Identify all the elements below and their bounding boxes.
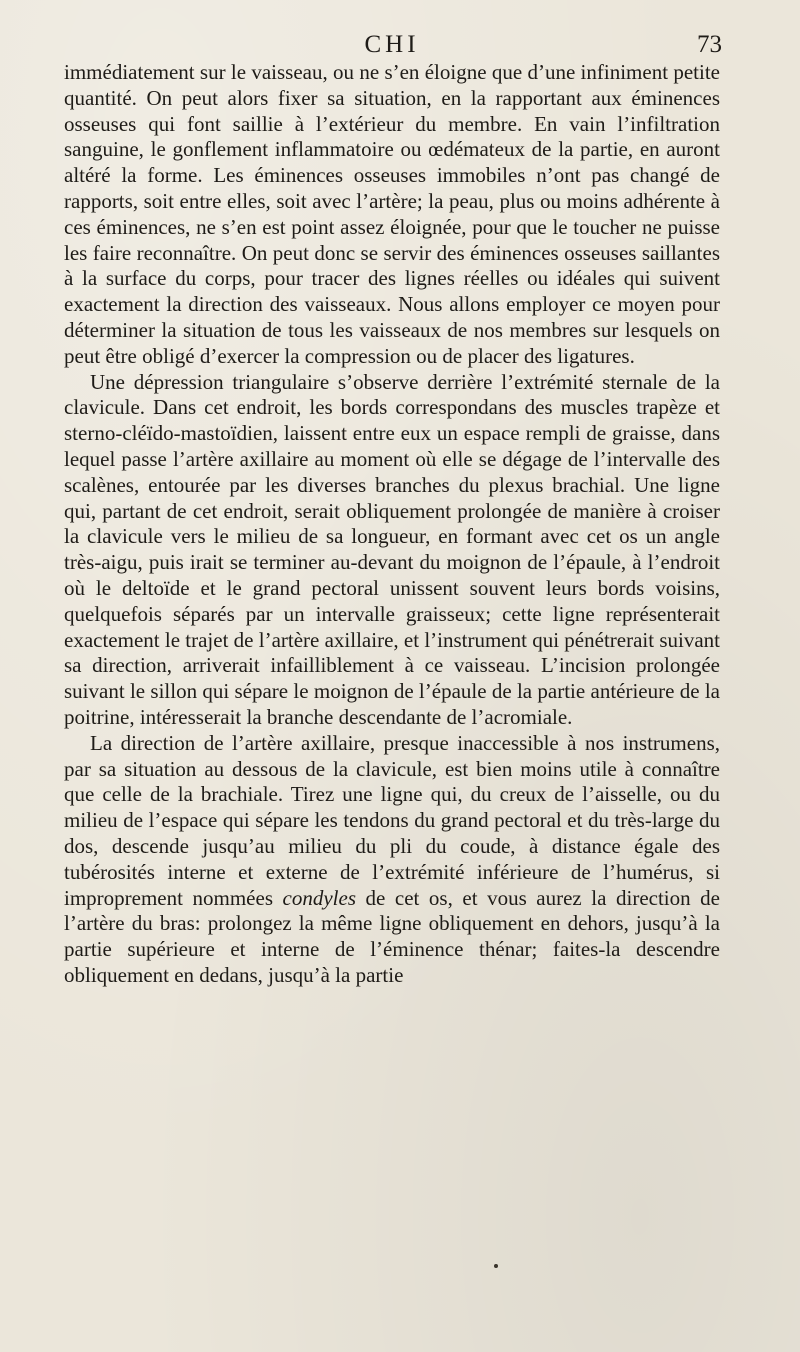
paragraph-3-text-after: de cet os, et vous aurez la direction de l’artère du bras: prolongez la même ligne obliquement en dehors, jusqu’à la partie supérieure et interne de l’éminence thénar; faites-la descendre obliquement en dedans, jusqu’à la partie [64,885,720,987]
body-text [64,60,720,989]
paragraph-3-text-before: La direction de l’artère axillaire, presque inaccessible à nos instrumens, par sa situation au dessous de la clavicule, est bien moins utile à connaître que celle de la brachiale. Tirez une ligne qui, du creux de l’aisselle, ou du milieu de l’espace qui sépare les tendons du grand pectoral et du très-large du dos, descende jusqu’au milieu du pli du coude, à distance égale des tubérosités interne et externe de l’extrémité inférieure de l’humérus, si improprement nommées [64,730,720,910]
running-head-title: CHI [364,31,420,58]
ink-spot [494,1264,498,1268]
running-head [64,30,720,60]
page-number: 73 [697,31,722,58]
italic-term-condyles: condyles [282,885,357,910]
paragraph-1-continued: immédiatement sur le vaisseau, ou ne s’en éloigne que d’une infiniment petite quantité. On peut alors fixer sa situation, en la rapportant aux éminences osseuses qui font saillie à l’extérieur du membre. En vain l’infiltration sanguine, le gonflement inflammatoire ou œdémateux de la partie, en auront altéré la forme. Les éminences osseuses immobiles n’ont pas changé de rapports, soit entre elles, soit avec l’artère; la peau, plus ou moins adhérente à ces éminences, ne s’en est point assez éloignée, pour que le toucher ne puisse les faire reconnaître. On peut donc se servir des éminences osseuses saillantes à la surface du corps, pour tracer des lignes réelles ou idéales qui suivent exactement la direction des vaisseaux. Nous allons employer ce moyen pour déterminer la situation de tous les vaisseaux de nos membres sur lesquels on peut être obligé d’exercer la compression ou de placer des ligatures. [64,60,720,368]
paragraph-3 [64,731,720,989]
paragraph-2: Une dépression triangulaire s’observe derrière l’extrémité sternale de la clavicule. Dans cet endroit, les bords correspondans des muscles trapèze et sterno-cléïdo-mastoïdien, laissent entre eux un espace rempli de graisse, dans lequel passe l’artère axillaire au moment où elle se dégage de l’intervalle des scalènes, entourée par les diverses branches du plexus brachial. Une ligne qui, partant de cet endroit, serait obliquement prolongée de manière à croiser la clavicule vers le milieu de sa longueur, en formant avec cet os un angle très-aigu, puis irait se terminer au-devant du moignon de l’épaule, à l’endroit où le deltoïde et le grand pectoral unissent souvent leurs bords voisins, quelquefois séparés par un intervalle graisseux; cette ligne représenterait exactement le trajet de l’artère axillaire, et l’instrument qui pénétrerait suivant sa direction, arriverait infailliblement à ce vaisseau. L’incision prolongée suivant le sillon qui sépare le moignon de l’épaule de la partie antérieure de la poitrine, intéresserait la branche descendante de l’acromiale. [64,369,720,729]
